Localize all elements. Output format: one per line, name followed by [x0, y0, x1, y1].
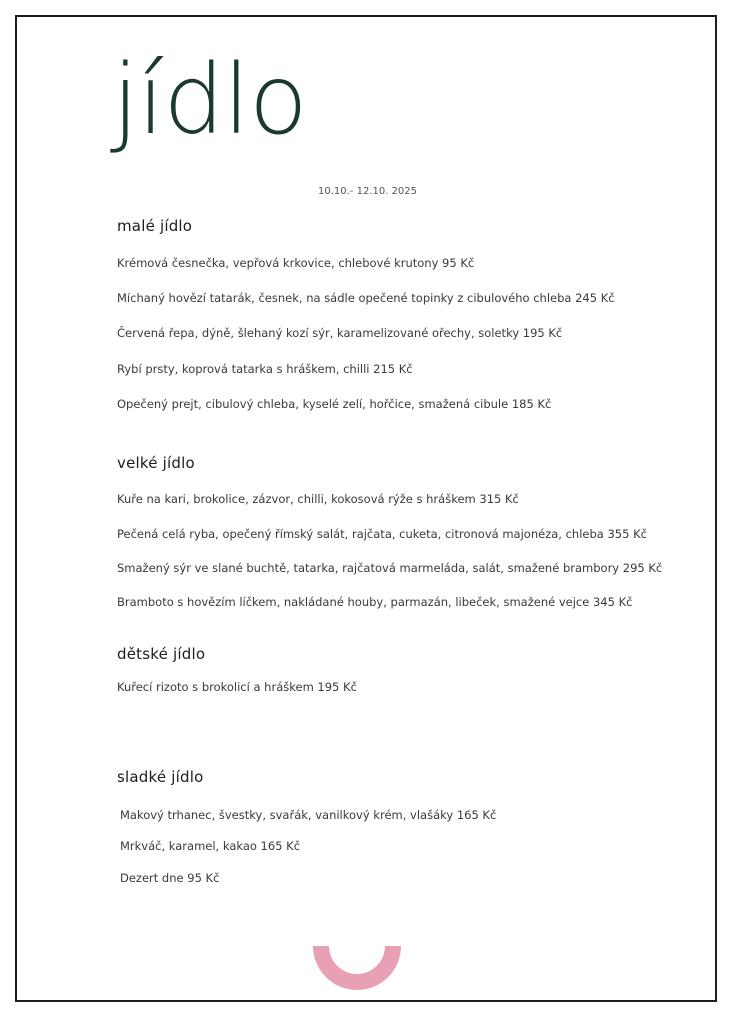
menu-item: Dezert dne 95 Kč [120, 871, 220, 885]
page-title: jídlo [112, 44, 307, 156]
menu-date: 10.10.- 12.10. 2025 [317, 186, 418, 197]
menu-item: Kuřecí rizoto s brokolicí a hráškem 195 Kč [117, 680, 357, 694]
section-title-sladke-jidlo: sladké jídlo [117, 768, 204, 786]
menu-item: Červená řepa, dýně, šlehaný kozí sýr, karamelizované ořechy, soletky 195 Kč [117, 326, 563, 340]
menu-item: Kuře na kari, brokolice, zázvor, chilli, kokosová rýže s hráškem 315 Kč [117, 492, 519, 506]
menu-item: Pečená celá ryba, opečený římský salát, rajčata, cuketa, citronová majonéza, chleba 355 Kč [117, 527, 647, 541]
section-title-velke-jidlo: velké jídlo [117, 454, 195, 472]
pink-arc-decoration [313, 946, 401, 990]
menu-item: Krémová česnečka, vepřová krkovice, chlebové krutony 95 Kč [117, 256, 475, 270]
section-title-male-jidlo: malé jídlo [117, 217, 193, 235]
menu-item: Bramboto s hovězím líčkem, nakládané houby, parmazán, libeček, smažené vejce 345 Kč [117, 595, 633, 609]
menu-item: Míchaný hovězí tatarák, česnek, na sádle opečené topinky z cibulového chleba 245 Kč [117, 291, 615, 305]
menu-item: Mrkváč, karamel, kakao 165 Kč [120, 839, 301, 853]
menu-item: Smažený sýr ve slané buchtě, tatarka, rajčatová marmeláda, salát, smažené brambory 295 Kč [117, 561, 663, 575]
menu-page-frame [15, 15, 717, 1002]
section-title-detske-jidlo: dětské jídlo [117, 645, 206, 663]
menu-item: Rybí prsty, koprová tatarka s hráškem, chilli 215 Kč [117, 362, 413, 376]
menu-item: Opečený prejt, cibulový chleba, kyselé zelí, hořčice, smažená cibule 185 Kč [117, 397, 552, 411]
menu-item: Makový trhanec, švestky, svařák, vanilkový krém, vlašáky 165 Kč [120, 808, 497, 822]
arc-shape [313, 946, 401, 990]
